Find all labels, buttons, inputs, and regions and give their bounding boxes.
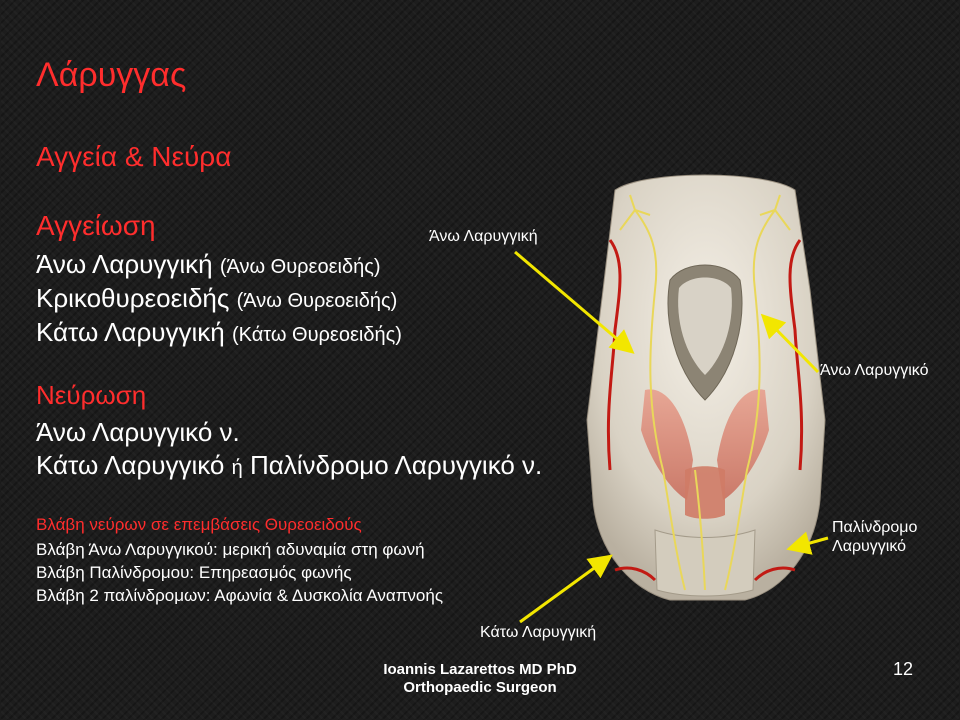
- innervation-line-recurrent: [36, 450, 542, 481]
- label-recurrent-line-1: Παλίνδρομο: [832, 519, 918, 536]
- lesion-item: Βλάβη Παλίνδρομου: Επηρεασμός φωνής: [36, 563, 352, 582]
- recurrent-laryngeal-text: Παλίνδρομο Λαρυγγικό ν.: [249, 450, 543, 480]
- lesions-heading: Βλάβη νεύρων σε επεμβάσεις Θυρεοειδούς: [36, 515, 362, 534]
- vascularization-item: [36, 283, 397, 314]
- inferior-laryngeal-text: Κάτω Λαρυγγικό: [36, 450, 225, 480]
- vessel-origin: (Άνω Θυρεοειδής): [219, 256, 381, 278]
- vessel-name: Άνω Λαρυγγική: [36, 249, 213, 279]
- vessel-name: Κάτω Λαρυγγική: [36, 317, 225, 347]
- vessel-origin: (Άνω Θυρεοειδής): [236, 290, 398, 312]
- label-recurrent-laryngeal-nerve: [832, 518, 917, 556]
- page-number: 12: [893, 659, 914, 679]
- footer-author-name: Ioannis Lazarettos MD PhD: [383, 661, 577, 678]
- lesion-item: Βλάβη Άνω Λαρυγγικού: μερική αδυναμία στη φωνή: [36, 540, 425, 559]
- footer-author-role: Orthopaedic Surgeon: [403, 679, 557, 696]
- lesion-item: Βλάβη 2 παλίνδρομων: Αφωνία & Δυσκολία Αναπνοής: [36, 586, 444, 605]
- vascularization-item: [36, 249, 381, 280]
- vascularization-item: [36, 317, 402, 348]
- vascularization-heading: Αγγείωση: [36, 210, 156, 241]
- label-superior-laryngeal-nerve: Άνω Λαρυγγικό: [820, 362, 929, 379]
- vessel-name: Κρικοθυρεοειδής: [36, 283, 230, 313]
- innervation-line-superior: Άνω Λαρυγγικό ν.: [36, 417, 240, 447]
- label-inferior-laryngeal-artery: Κάτω Λαρυγγική: [480, 624, 597, 641]
- slide-title: Λάρυγγας: [36, 56, 187, 94]
- label-recurrent-line-2: Λαρυγγικό: [832, 538, 907, 555]
- label-superior-laryngeal-artery: Άνω Λαρυγγική: [429, 228, 538, 245]
- innervation-heading: Νεύρωση: [36, 380, 147, 410]
- vessel-origin: (Κάτω Θυρεοειδής): [231, 324, 402, 346]
- or-text: ή: [231, 457, 243, 479]
- larynx-illustration: [575, 170, 835, 610]
- slide-subtitle: Αγγεία & Νεύρα: [36, 141, 232, 172]
